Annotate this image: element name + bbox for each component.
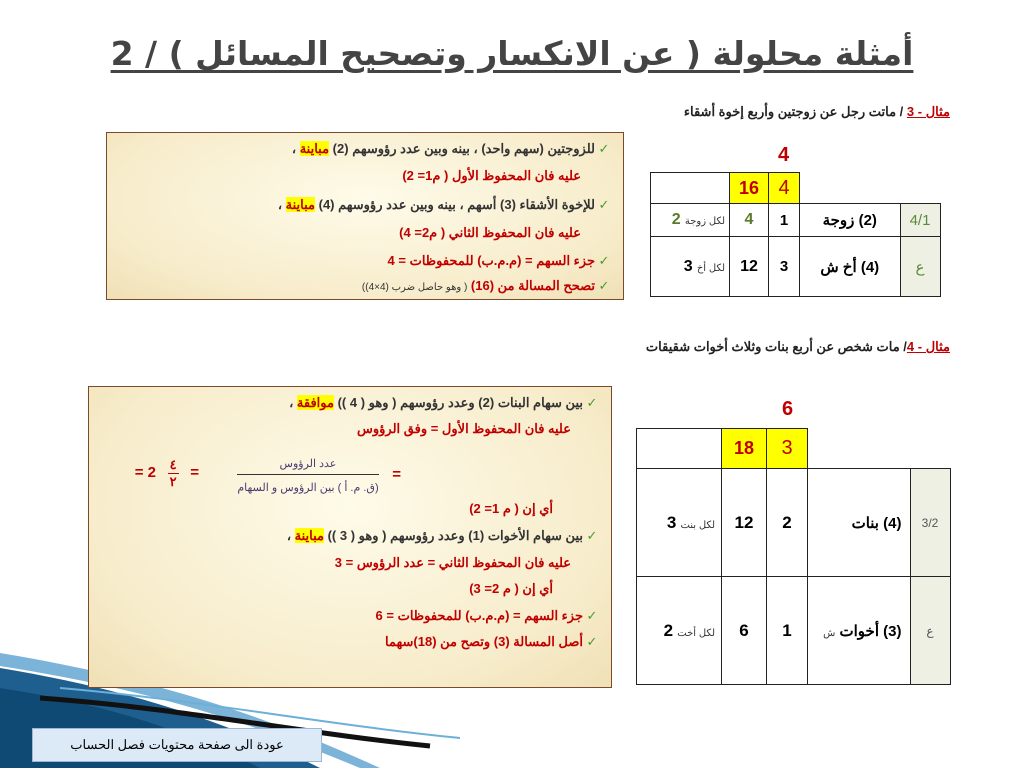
note-line: عليه فان المحفوظ الثاني = عدد الرؤوس = 3 xyxy=(334,555,571,570)
note-line: ✓جزء السهم = (م.م.ب) للمحفوظات = 6 xyxy=(97,608,601,624)
header-corrected: 18 xyxy=(722,429,767,469)
note-line: ✓تصحح المسالة من (16) ( وهو حاصل ضرب (4×4)) xyxy=(115,278,613,294)
check-icon: ✓ xyxy=(598,253,610,268)
check-icon: ✓ xyxy=(586,634,598,649)
check-icon: ✓ xyxy=(598,278,610,293)
fraction-result: = $\frac{٤}{٢}$ 2 = xyxy=(134,457,199,489)
header-multiplier: 3 xyxy=(767,429,808,469)
example2-top-number: 6 xyxy=(782,398,794,420)
note-line: ✓للزوجتين (سهم واحد) ، بينه وبين عدد رؤوسهم (2) مباينة ، xyxy=(115,141,613,157)
example1-text: / ماتت رجل عن زوجتين وأربع إخوة أشقاء xyxy=(683,104,907,119)
example1-top-number: 4 xyxy=(778,144,790,166)
note-line: ✓بين سهام الأخوات (1) وعدد رؤوسهم ( وهو ( 3 )) مباينة ، xyxy=(97,528,601,544)
note-line: عليه فان المحفوظ الثاني ( م2= 4) xyxy=(399,225,581,240)
example2-table xyxy=(636,428,951,685)
header-multiplier: 4 xyxy=(769,173,800,204)
example2-notes xyxy=(88,386,612,688)
highlight-tag: مباينة xyxy=(285,197,315,212)
back-to-contents-button[interactable]: عودة الى صفحة محتويات فصل الحساب xyxy=(32,728,322,762)
example2-text: / مات شخص عن أربع بنات وثلاث أخوات شقيقات xyxy=(645,339,907,354)
table-row: لكل أخ 3 12 3 (4) أخ ش ع xyxy=(651,237,941,297)
fraction-expression: = $\frac{\text{عدد الرؤوس}}{\text{(ق. م. أ ) بين الرؤوس و السهام}}$ xyxy=(237,458,401,494)
table-row: لكل زوجة 2 4 1 (2) زوجة 4/1 xyxy=(651,204,941,237)
example2-heading xyxy=(646,339,950,355)
page-title: أمثلة محلولة ( عن الانكسار وتصحيح المسائل ) / 2 xyxy=(110,34,914,73)
each-share-cell: لكل أخت 2 xyxy=(637,577,722,685)
each-share-cell: لكل زوجة 2 xyxy=(651,204,730,237)
highlight-tag: مباينة xyxy=(294,528,324,543)
example1-table xyxy=(650,172,941,297)
header-corrected: 16 xyxy=(730,173,769,204)
note-line: أي إن ( م 2= 3) xyxy=(469,581,553,596)
check-icon: ✓ xyxy=(586,528,598,543)
table-row: لكل أخت 2 6 1 (3) أخوات ش ع xyxy=(637,577,951,685)
note-line: ✓أصل المسالة (3) وتصح من (18)سهما xyxy=(97,634,601,650)
check-icon: ✓ xyxy=(586,395,598,410)
example1-heading xyxy=(684,104,950,120)
note-line: عليه فان المحفوظ الأول = وفق الرؤوس xyxy=(357,421,571,436)
example1-notes xyxy=(106,132,624,300)
example1-label: مثال - 3 xyxy=(906,104,950,119)
note-line: ✓جزء السهم = (م.م.ب) للمحفوظات = 4 xyxy=(115,253,613,269)
check-icon: ✓ xyxy=(586,608,598,623)
note-line: ✓للإخوة الأشقاء (3) أسهم ، بينه وبين عدد رؤوسهم (4) مباينة ، xyxy=(115,197,613,213)
each-share-cell: لكل بنت 3 xyxy=(637,469,722,577)
each-share-cell: لكل أخ 3 xyxy=(651,237,730,297)
check-icon: ✓ xyxy=(598,197,610,212)
highlight-tag: موافقة xyxy=(296,395,334,410)
check-icon: ✓ xyxy=(598,141,610,156)
note-line: أي إن ( م 1= 2) xyxy=(469,501,553,516)
note-line: ✓بين سهام البنات (2) وعدد رؤوسهم ( وهو ( 4 )) موافقة ، xyxy=(97,395,601,411)
note-line: عليه فان المحفوظ الأول ( م1= 2) xyxy=(402,168,581,183)
example2-label: مثال - 4 xyxy=(906,339,950,354)
highlight-tag: مباينة xyxy=(299,141,330,156)
table-row: لكل بنت 3 12 2 (4) بنات 3/2 xyxy=(637,469,951,577)
